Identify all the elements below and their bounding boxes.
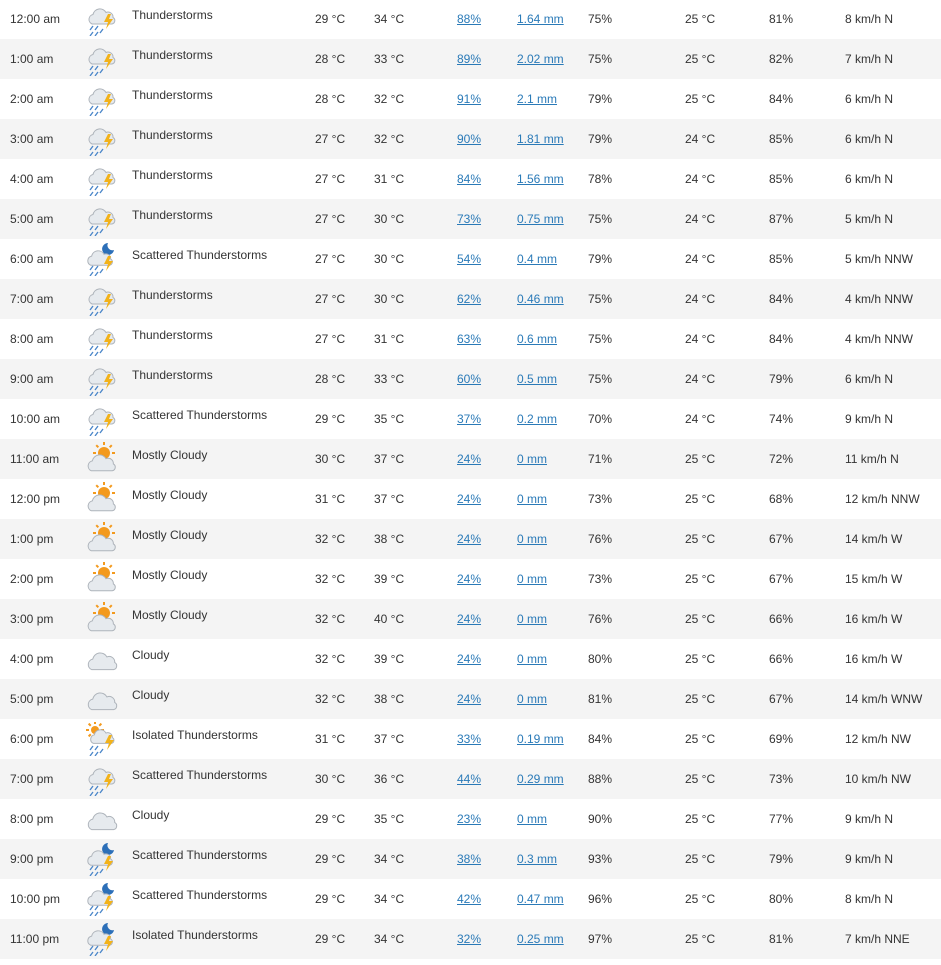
dew-point-value: 25 °C	[685, 652, 716, 666]
temperature-value: 29 °C	[315, 12, 346, 26]
temperature-value: 27 °C	[315, 292, 346, 306]
wind-value: 5 km/h NNW	[845, 252, 914, 266]
hourly-row	[0, 519, 941, 559]
thunderstorm-icon	[84, 202, 120, 236]
time-label: 3:00 pm	[10, 612, 54, 626]
thunderstorm-icon	[84, 162, 120, 196]
time-label: 6:00 pm	[10, 732, 54, 746]
cloud-cover-value: 66%	[769, 652, 794, 666]
cloud-cover-value: 67%	[769, 572, 794, 586]
hourly-row	[0, 759, 941, 799]
humidity-value: 75%	[588, 332, 613, 346]
temperature-value: 29 °C	[315, 812, 346, 826]
dew-point-value: 25 °C	[685, 12, 716, 26]
temperature-value: 32 °C	[315, 612, 346, 626]
precip-amount-link[interactable]: 0.25 mm	[517, 932, 564, 946]
precip-amount-link[interactable]: 0 mm	[517, 812, 547, 826]
humidity-value: 73%	[588, 572, 613, 586]
precip-probability-link[interactable]: 63%	[457, 332, 482, 346]
time-label: 10:00 pm	[10, 892, 61, 906]
precip-amount-link[interactable]: 0.2 mm	[517, 412, 558, 426]
night-thunderstorm-icon	[84, 242, 120, 276]
temperature-value: 29 °C	[315, 412, 346, 426]
precip-probability-link[interactable]: 90%	[457, 132, 482, 146]
condition-label: Mostly Cloudy	[132, 608, 208, 622]
condition-label: Scattered Thunderstorms	[132, 408, 268, 422]
feels-like-value: 39 °C	[374, 652, 405, 666]
precip-probability-link[interactable]: 24%	[457, 492, 482, 506]
time-label: 1:00 am	[10, 52, 54, 66]
cloud-cover-value: 66%	[769, 612, 794, 626]
precip-probability-link[interactable]: 62%	[457, 292, 482, 306]
feels-like-value: 32 °C	[374, 132, 405, 146]
wind-value: 6 km/h N	[845, 172, 894, 186]
precip-probability-link[interactable]: 84%	[457, 172, 482, 186]
precip-amount-link[interactable]: 0.19 mm	[517, 732, 564, 746]
feels-like-value: 37 °C	[374, 732, 405, 746]
humidity-value: 70%	[588, 412, 613, 426]
hourly-row	[0, 559, 941, 599]
humidity-value: 88%	[588, 772, 613, 786]
temperature-value: 29 °C	[315, 932, 346, 946]
humidity-value: 71%	[588, 452, 613, 466]
wind-value: 8 km/h N	[845, 12, 894, 26]
dew-point-value: 25 °C	[685, 52, 716, 66]
hourly-row	[0, 719, 941, 759]
wind-value: 7 km/h NNE	[845, 932, 910, 946]
humidity-value: 93%	[588, 852, 613, 866]
feels-like-value: 31 °C	[374, 172, 405, 186]
hourly-row	[0, 119, 941, 159]
temperature-value: 32 °C	[315, 572, 346, 586]
feels-like-value: 33 °C	[374, 372, 405, 386]
condition-label: Mostly Cloudy	[132, 488, 208, 502]
temperature-value: 29 °C	[315, 852, 346, 866]
cloud-cover-value: 85%	[769, 252, 794, 266]
hourly-row	[0, 0, 941, 39]
condition-label: Cloudy	[132, 688, 170, 702]
cloud-cover-value: 79%	[769, 852, 794, 866]
hourly-row	[0, 839, 941, 879]
dew-point-value: 25 °C	[685, 812, 716, 826]
condition-label: Scattered Thunderstorms	[132, 768, 268, 782]
time-label: 4:00 pm	[10, 652, 54, 666]
dew-point-value: 24 °C	[685, 252, 716, 266]
feels-like-value: 31 °C	[374, 332, 405, 346]
precip-amount-link[interactable]: 0 mm	[517, 492, 547, 506]
time-label: 9:00 am	[10, 372, 54, 386]
precip-amount-link[interactable]: 0.29 mm	[517, 772, 564, 786]
precip-probability-link[interactable]: 54%	[457, 252, 482, 266]
feels-like-value: 34 °C	[374, 932, 405, 946]
dew-point-value: 24 °C	[685, 212, 716, 226]
wind-value: 11 km/h N	[845, 452, 899, 466]
humidity-value: 76%	[588, 612, 613, 626]
wind-value: 9 km/h N	[845, 852, 894, 866]
hourly-row	[0, 799, 941, 839]
temperature-value: 31 °C	[315, 492, 346, 506]
cloud-cover-value: 77%	[769, 812, 794, 826]
dew-point-value: 25 °C	[685, 572, 716, 586]
condition-label: Mostly Cloudy	[132, 528, 208, 542]
cloud-cover-value: 84%	[769, 292, 794, 306]
condition-label: Cloudy	[132, 808, 170, 822]
dew-point-value: 25 °C	[685, 772, 716, 786]
feels-like-value: 30 °C	[374, 212, 405, 226]
hourly-row	[0, 399, 941, 439]
wind-value: 15 km/h W	[845, 572, 903, 586]
precip-probability-link[interactable]: 89%	[457, 52, 482, 66]
wind-value: 9 km/h N	[845, 412, 894, 426]
hourly-row	[0, 319, 941, 359]
cloud-cover-value: 87%	[769, 212, 794, 226]
cloud-cover-value: 81%	[769, 12, 794, 26]
cloud-cover-value: 72%	[769, 452, 794, 466]
time-label: 11:00 pm	[10, 932, 60, 946]
precip-probability-link[interactable]: 33%	[457, 732, 482, 746]
temperature-value: 27 °C	[315, 132, 346, 146]
temperature-value: 31 °C	[315, 732, 346, 746]
precip-probability-link[interactable]: 24%	[457, 612, 482, 626]
hourly-row	[0, 679, 941, 719]
condition-label: Isolated Thunderstorms	[132, 928, 258, 942]
precip-probability-link[interactable]: 91%	[457, 92, 482, 106]
precip-probability-link[interactable]: 23%	[457, 812, 482, 826]
mostly-cloudy-day-icon	[84, 602, 120, 636]
cloud-cover-value: 79%	[769, 372, 794, 386]
feels-like-value: 30 °C	[374, 252, 405, 266]
condition-label: Scattered Thunderstorms	[132, 248, 268, 262]
precip-probability-link[interactable]: 60%	[457, 372, 482, 386]
temperature-value: 28 °C	[315, 52, 346, 66]
precip-amount-link[interactable]: 2.1 mm	[517, 92, 558, 106]
precip-amount-link[interactable]: 1.56 mm	[517, 172, 564, 186]
thunderstorm-icon	[84, 2, 120, 36]
hourly-row	[0, 239, 941, 279]
temperature-value: 30 °C	[315, 452, 346, 466]
dew-point-value: 25 °C	[685, 612, 716, 626]
condition-label: Thunderstorms	[132, 208, 213, 222]
cloud-cover-value: 84%	[769, 92, 794, 106]
humidity-value: 73%	[588, 492, 613, 506]
cloud-cover-value: 81%	[769, 932, 794, 946]
precip-probability-link[interactable]: 24%	[457, 532, 482, 546]
precip-amount-link[interactable]: 0.75 mm	[517, 212, 564, 226]
cloudy-icon	[84, 802, 120, 836]
humidity-value: 75%	[588, 12, 613, 26]
temperature-value: 32 °C	[315, 692, 346, 706]
wind-value: 6 km/h N	[845, 132, 894, 146]
precip-probability-link[interactable]: 42%	[457, 892, 482, 906]
precip-amount-link[interactable]: 1.81 mm	[517, 132, 564, 146]
precip-probability-link[interactable]: 24%	[457, 572, 482, 586]
wind-value: 9 km/h N	[845, 812, 894, 826]
wind-value: 4 km/h NNW	[845, 332, 914, 346]
wind-value: 12 km/h NW	[845, 732, 912, 746]
dew-point-value: 24 °C	[685, 412, 716, 426]
mostly-cloudy-day-icon	[84, 562, 120, 596]
thunderstorm-icon	[84, 322, 120, 356]
temperature-value: 32 °C	[315, 532, 346, 546]
feels-like-value: 32 °C	[374, 92, 405, 106]
precip-probability-link[interactable]: 37%	[457, 412, 482, 426]
time-label: 11:00 am	[10, 452, 60, 466]
time-label: 4:00 am	[10, 172, 54, 186]
night-thunderstorm-icon	[84, 842, 120, 876]
dew-point-value: 24 °C	[685, 332, 716, 346]
thunderstorm-icon	[84, 362, 120, 396]
condition-label: Scattered Thunderstorms	[132, 848, 268, 862]
feels-like-value: 37 °C	[374, 452, 405, 466]
condition-label: Cloudy	[132, 648, 170, 662]
hourly-row	[0, 919, 941, 959]
feels-like-value: 39 °C	[374, 572, 405, 586]
hourly-row	[0, 359, 941, 399]
dew-point-value: 25 °C	[685, 732, 716, 746]
condition-label: Thunderstorms	[132, 88, 213, 102]
precip-probability-link[interactable]: 24%	[457, 652, 482, 666]
humidity-value: 96%	[588, 892, 613, 906]
humidity-value: 79%	[588, 132, 613, 146]
wind-value: 16 km/h W	[845, 652, 903, 666]
wind-value: 16 km/h W	[845, 612, 903, 626]
condition-label: Thunderstorms	[132, 328, 213, 342]
time-label: 9:00 pm	[10, 852, 54, 866]
condition-label: Mostly Cloudy	[132, 568, 208, 582]
feels-like-value: 38 °C	[374, 532, 405, 546]
humidity-value: 75%	[588, 292, 613, 306]
temperature-value: 32 °C	[315, 652, 346, 666]
dew-point-value: 25 °C	[685, 92, 716, 106]
cloud-cover-value: 80%	[769, 892, 794, 906]
temperature-value: 29 °C	[315, 892, 346, 906]
precip-probability-link[interactable]: 24%	[457, 692, 482, 706]
dew-point-value: 25 °C	[685, 892, 716, 906]
cloud-cover-value: 68%	[769, 492, 794, 506]
time-label: 3:00 am	[10, 132, 54, 146]
precip-amount-link[interactable]: 0 mm	[517, 652, 547, 666]
cloud-cover-value: 85%	[769, 132, 794, 146]
cloud-cover-value: 69%	[769, 732, 794, 746]
wind-value: 4 km/h NNW	[845, 292, 914, 306]
humidity-value: 84%	[588, 732, 613, 746]
day-thunderstorm-icon	[84, 722, 120, 756]
dew-point-value: 24 °C	[685, 132, 716, 146]
time-label: 10:00 am	[10, 412, 61, 426]
humidity-value: 75%	[588, 212, 613, 226]
condition-label: Isolated Thunderstorms	[132, 728, 258, 742]
wind-value: 7 km/h N	[845, 52, 894, 66]
wind-value: 14 km/h WNW	[845, 692, 923, 706]
humidity-value: 79%	[588, 92, 613, 106]
condition-label: Scattered Thunderstorms	[132, 888, 268, 902]
night-thunderstorm-icon	[84, 882, 120, 916]
wind-value: 10 km/h NW	[845, 772, 912, 786]
thunderstorm-icon	[84, 402, 120, 436]
time-label: 2:00 am	[10, 92, 54, 106]
temperature-value: 27 °C	[315, 252, 346, 266]
temperature-value: 28 °C	[315, 372, 346, 386]
hourly-row	[0, 599, 941, 639]
condition-label: Thunderstorms	[132, 288, 213, 302]
dew-point-value: 24 °C	[685, 172, 716, 186]
temperature-value: 27 °C	[315, 212, 346, 226]
temperature-value: 28 °C	[315, 92, 346, 106]
precip-amount-link[interactable]: 0.5 mm	[517, 372, 558, 386]
thunderstorm-icon	[84, 282, 120, 316]
humidity-value: 79%	[588, 252, 613, 266]
cloud-cover-value: 84%	[769, 332, 794, 346]
temperature-value: 27 °C	[315, 172, 346, 186]
wind-value: 5 km/h N	[845, 212, 894, 226]
precip-amount-link[interactable]: 0.6 mm	[517, 332, 558, 346]
humidity-value: 75%	[588, 52, 613, 66]
precip-amount-link[interactable]: 0.3 mm	[517, 852, 558, 866]
hourly-row	[0, 879, 941, 919]
mostly-cloudy-day-icon	[84, 442, 120, 476]
condition-label: Thunderstorms	[132, 8, 213, 22]
cloud-cover-value: 82%	[769, 52, 794, 66]
precip-amount-link[interactable]: 0.47 mm	[517, 892, 564, 906]
dew-point-value: 25 °C	[685, 492, 716, 506]
wind-value: 14 km/h W	[845, 532, 903, 546]
time-label: 8:00 pm	[10, 812, 54, 826]
thunderstorm-icon	[84, 42, 120, 76]
hourly-row	[0, 199, 941, 239]
precip-probability-link[interactable]: 44%	[457, 772, 482, 786]
temperature-value: 27 °C	[315, 332, 346, 346]
hourly-row	[0, 79, 941, 119]
thunderstorm-icon	[84, 82, 120, 116]
hourly-row	[0, 279, 941, 319]
precip-amount-link[interactable]: 0 mm	[517, 572, 547, 586]
time-label: 8:00 am	[10, 332, 54, 346]
precip-amount-link[interactable]: 0 mm	[517, 452, 547, 466]
precip-amount-link[interactable]: 0.46 mm	[517, 292, 564, 306]
feels-like-value: 34 °C	[374, 892, 405, 906]
precip-amount-link[interactable]: 0.4 mm	[517, 252, 558, 266]
time-label: 12:00 pm	[10, 492, 61, 506]
mostly-cloudy-day-icon	[84, 522, 120, 556]
feels-like-value: 34 °C	[374, 12, 405, 26]
cloud-cover-value: 67%	[769, 692, 794, 706]
cloud-cover-value: 73%	[769, 772, 794, 786]
feels-like-value: 35 °C	[374, 812, 405, 826]
humidity-value: 78%	[588, 172, 613, 186]
time-label: 7:00 pm	[10, 772, 54, 786]
mostly-cloudy-day-icon	[84, 482, 120, 516]
condition-label: Thunderstorms	[132, 128, 213, 142]
feels-like-value: 34 °C	[374, 852, 405, 866]
wind-value: 8 km/h N	[845, 892, 894, 906]
feels-like-value: 37 °C	[374, 492, 405, 506]
dew-point-value: 25 °C	[685, 692, 716, 706]
humidity-value: 97%	[588, 932, 613, 946]
time-label: 7:00 am	[10, 292, 54, 306]
dew-point-value: 24 °C	[685, 292, 716, 306]
feels-like-value: 36 °C	[374, 772, 405, 786]
wind-value: 6 km/h N	[845, 372, 894, 386]
cloud-cover-value: 85%	[769, 172, 794, 186]
thunderstorm-icon	[84, 122, 120, 156]
hourly-row	[0, 639, 941, 679]
cloud-cover-value: 67%	[769, 532, 794, 546]
time-label: 6:00 am	[10, 252, 54, 266]
night-thunderstorm-icon	[84, 922, 120, 956]
precip-probability-link[interactable]: 88%	[457, 12, 482, 26]
dew-point-value: 25 °C	[685, 452, 716, 466]
precip-probability-link[interactable]: 32%	[457, 932, 482, 946]
dew-point-value: 25 °C	[685, 532, 716, 546]
precip-amount-link[interactable]: 0 mm	[517, 692, 547, 706]
thunderstorm-icon	[84, 762, 120, 796]
humidity-value: 81%	[588, 692, 613, 706]
time-label: 1:00 pm	[10, 532, 54, 546]
precip-probability-link[interactable]: 73%	[457, 212, 482, 226]
feels-like-value: 35 °C	[374, 412, 405, 426]
precip-amount-link[interactable]: 1.64 mm	[517, 12, 564, 26]
feels-like-value: 30 °C	[374, 292, 405, 306]
humidity-value: 75%	[588, 372, 613, 386]
cloudy-icon	[84, 682, 120, 716]
wind-value: 12 km/h NNW	[845, 492, 920, 506]
hourly-row	[0, 39, 941, 79]
temperature-value: 30 °C	[315, 772, 346, 786]
dew-point-value: 25 °C	[685, 852, 716, 866]
time-label: 5:00 pm	[10, 692, 54, 706]
time-label: 2:00 pm	[10, 572, 54, 586]
wind-value: 6 km/h N	[845, 92, 894, 106]
condition-label: Thunderstorms	[132, 48, 213, 62]
humidity-value: 80%	[588, 652, 613, 666]
condition-label: Mostly Cloudy	[132, 448, 208, 462]
hourly-row	[0, 439, 941, 479]
precip-probability-link[interactable]: 38%	[457, 852, 482, 866]
cloudy-icon	[84, 642, 120, 676]
time-label: 5:00 am	[10, 212, 54, 226]
hourly-row	[0, 159, 941, 199]
feels-like-value: 40 °C	[374, 612, 405, 626]
cloud-cover-value: 74%	[769, 412, 794, 426]
feels-like-value: 38 °C	[374, 692, 405, 706]
humidity-value: 76%	[588, 532, 613, 546]
precip-probability-link[interactable]: 24%	[457, 452, 482, 466]
condition-label: Thunderstorms	[132, 368, 213, 382]
humidity-value: 90%	[588, 812, 613, 826]
condition-label: Thunderstorms	[132, 168, 213, 182]
hourly-row	[0, 479, 941, 519]
feels-like-value: 33 °C	[374, 52, 405, 66]
precip-amount-link[interactable]: 0 mm	[517, 612, 547, 626]
time-label: 12:00 am	[10, 12, 61, 26]
precip-amount-link[interactable]: 0 mm	[517, 532, 547, 546]
dew-point-value: 24 °C	[685, 372, 716, 386]
dew-point-value: 25 °C	[685, 932, 716, 946]
precip-amount-link[interactable]: 2.02 mm	[517, 52, 564, 66]
